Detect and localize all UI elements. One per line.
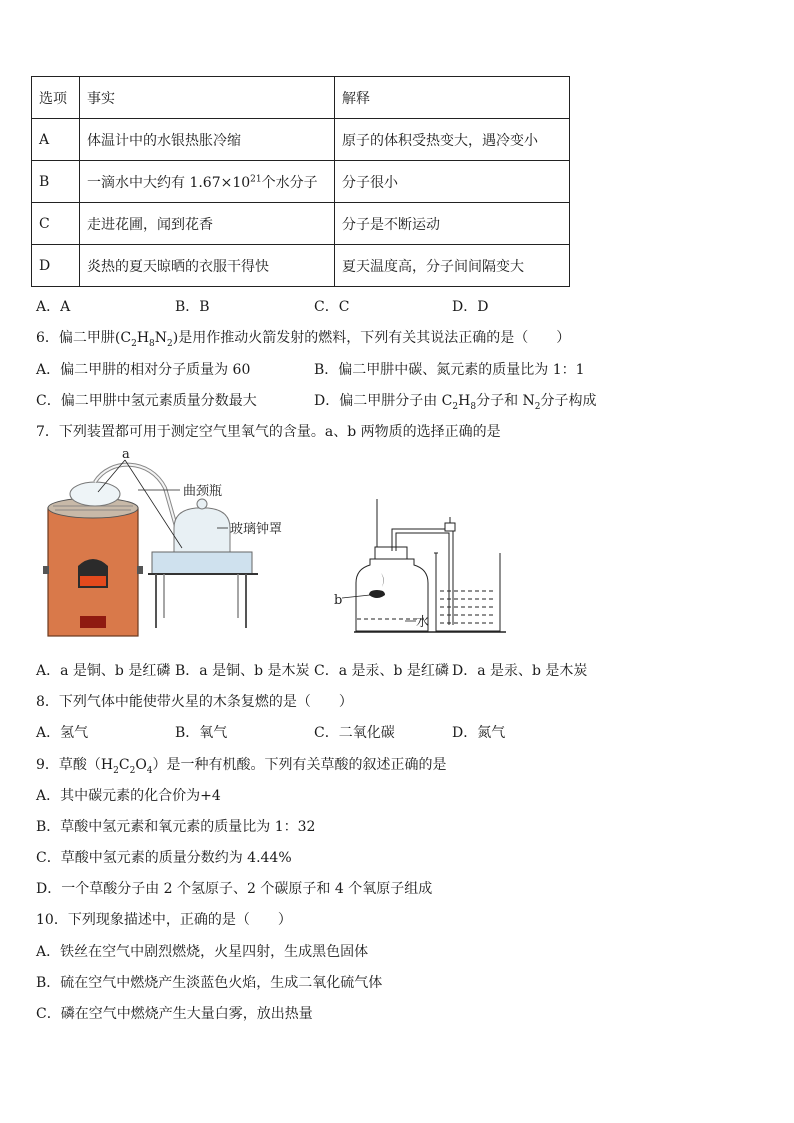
q5-option-a: A．A <box>36 299 71 315</box>
row-explain: 分子很小 <box>335 161 570 203</box>
q8-option-b: B．氧气 <box>175 725 228 741</box>
q9-option-b: B．草酸中氢元素和氧元素的质量比为 1：32 <box>36 819 316 835</box>
row-explain: 夏天温度高，分子间间隔变大 <box>335 245 570 287</box>
q7-option-a: A．a 是铜、b 是红磷 <box>36 663 171 679</box>
table-row <box>32 245 570 287</box>
header-option: 选项 <box>32 77 80 119</box>
q8-option-c: C．二氧化碳 <box>314 725 395 741</box>
q9-option-c: C．草酸中氢元素的质量分数约为 4.44% <box>36 850 292 866</box>
header-fact: 事实 <box>80 77 335 119</box>
row-explain: 原子的体积受热变大，遇冷变小 <box>335 119 570 161</box>
row-explain: 分子是不断运动 <box>335 203 570 245</box>
q9-option-d: D．一个草酸分子由 2 个氢原子、2 个碳原子和 4 个氧原子组成 <box>36 881 433 897</box>
header-explain: 解释 <box>335 77 570 119</box>
label-b: b <box>334 593 343 608</box>
q6-option-b: B．偏二甲肼中碳、氮元素的质量比为 1：1 <box>314 362 585 378</box>
q10-stem: 10．下列现象描述中，正确的是（ ） <box>36 912 292 928</box>
q10-option-a: A．铁丝在空气中剧烈燃烧，火星四射，生成黑色固体 <box>36 944 369 960</box>
table-header-row <box>32 77 570 119</box>
q5-option-b: B．B <box>175 299 210 315</box>
q6-stem: 6．偏二甲肼$(C_2H_8N_2)$是用作推动火箭发射的燃料，下列有关其说法正确的是（ ） <box>36 330 571 349</box>
row-fact: 炎热的夏天晾晒的衣服干得快 <box>80 245 335 287</box>
q5-option-c: C．C <box>314 299 350 315</box>
q6-option-d: D．偏二甲肼分子由 $C_2H_8$分子和 $N_2$分子构成 <box>314 393 597 412</box>
q7-option-b: B．a 是铜、b 是木炭 <box>175 663 310 679</box>
q6-option-c: C．偏二甲肼中氢元素质量分数最大 <box>36 393 257 409</box>
q9-stem: 9．草酸$(H_2C_2O_4)$是一种有机酸。下列有关草酸的叙述正确的是 <box>36 757 447 776</box>
q10-option-c: C．磷在空气中燃烧产生大量白雾，放出热量 <box>36 1006 313 1022</box>
q8-stem: 8．下列气体中能使带火星的木条复燃的是（ ） <box>36 694 353 710</box>
label-water: 水 <box>416 615 430 630</box>
q7-option-c: C．a 是汞、b 是红磷 <box>314 663 449 679</box>
q6-option-a: A．偏二甲肼的相对分子质量为 60 <box>36 362 251 378</box>
q10-option-b: B．硫在空气中燃烧产生淡蓝色火焰，生成二氧化硫气体 <box>36 975 383 991</box>
row-option: A <box>32 119 80 161</box>
label-flask: 曲颈瓶 <box>183 484 223 499</box>
q7-option-d: D．a 是汞、b 是木炭 <box>452 663 588 679</box>
q7-stem: 7．下列装置都可用于测定空气里氧气的含量。a、b 两物质的选择正确的是 <box>36 424 501 440</box>
label-a: a <box>122 448 130 462</box>
row-option: C <box>32 203 80 245</box>
lavoisier-apparatus <box>40 448 290 643</box>
jar-apparatus <box>330 495 515 640</box>
table-row <box>32 161 570 203</box>
row-fact: 一滴水中大约有 $1.67\times 10^{21}$个水分子 <box>80 161 335 203</box>
row-fact: 体温计中的水银热胀冷缩 <box>80 119 335 161</box>
table-row <box>32 203 570 245</box>
q9-option-a: A．其中碳元素的化合价为+4 <box>36 788 221 804</box>
row-option: D <box>32 245 80 287</box>
facts-table <box>31 76 570 287</box>
q5-option-d: D．D <box>452 299 489 315</box>
row-option: B <box>32 161 80 203</box>
q8-option-a: A．氢气 <box>36 725 89 741</box>
q8-option-d: D．氮气 <box>452 725 506 741</box>
row-fact: 走进花圃，闻到花香 <box>80 203 335 245</box>
label-bell-jar: 玻璃钟罩 <box>230 522 283 537</box>
table-row <box>32 119 570 161</box>
